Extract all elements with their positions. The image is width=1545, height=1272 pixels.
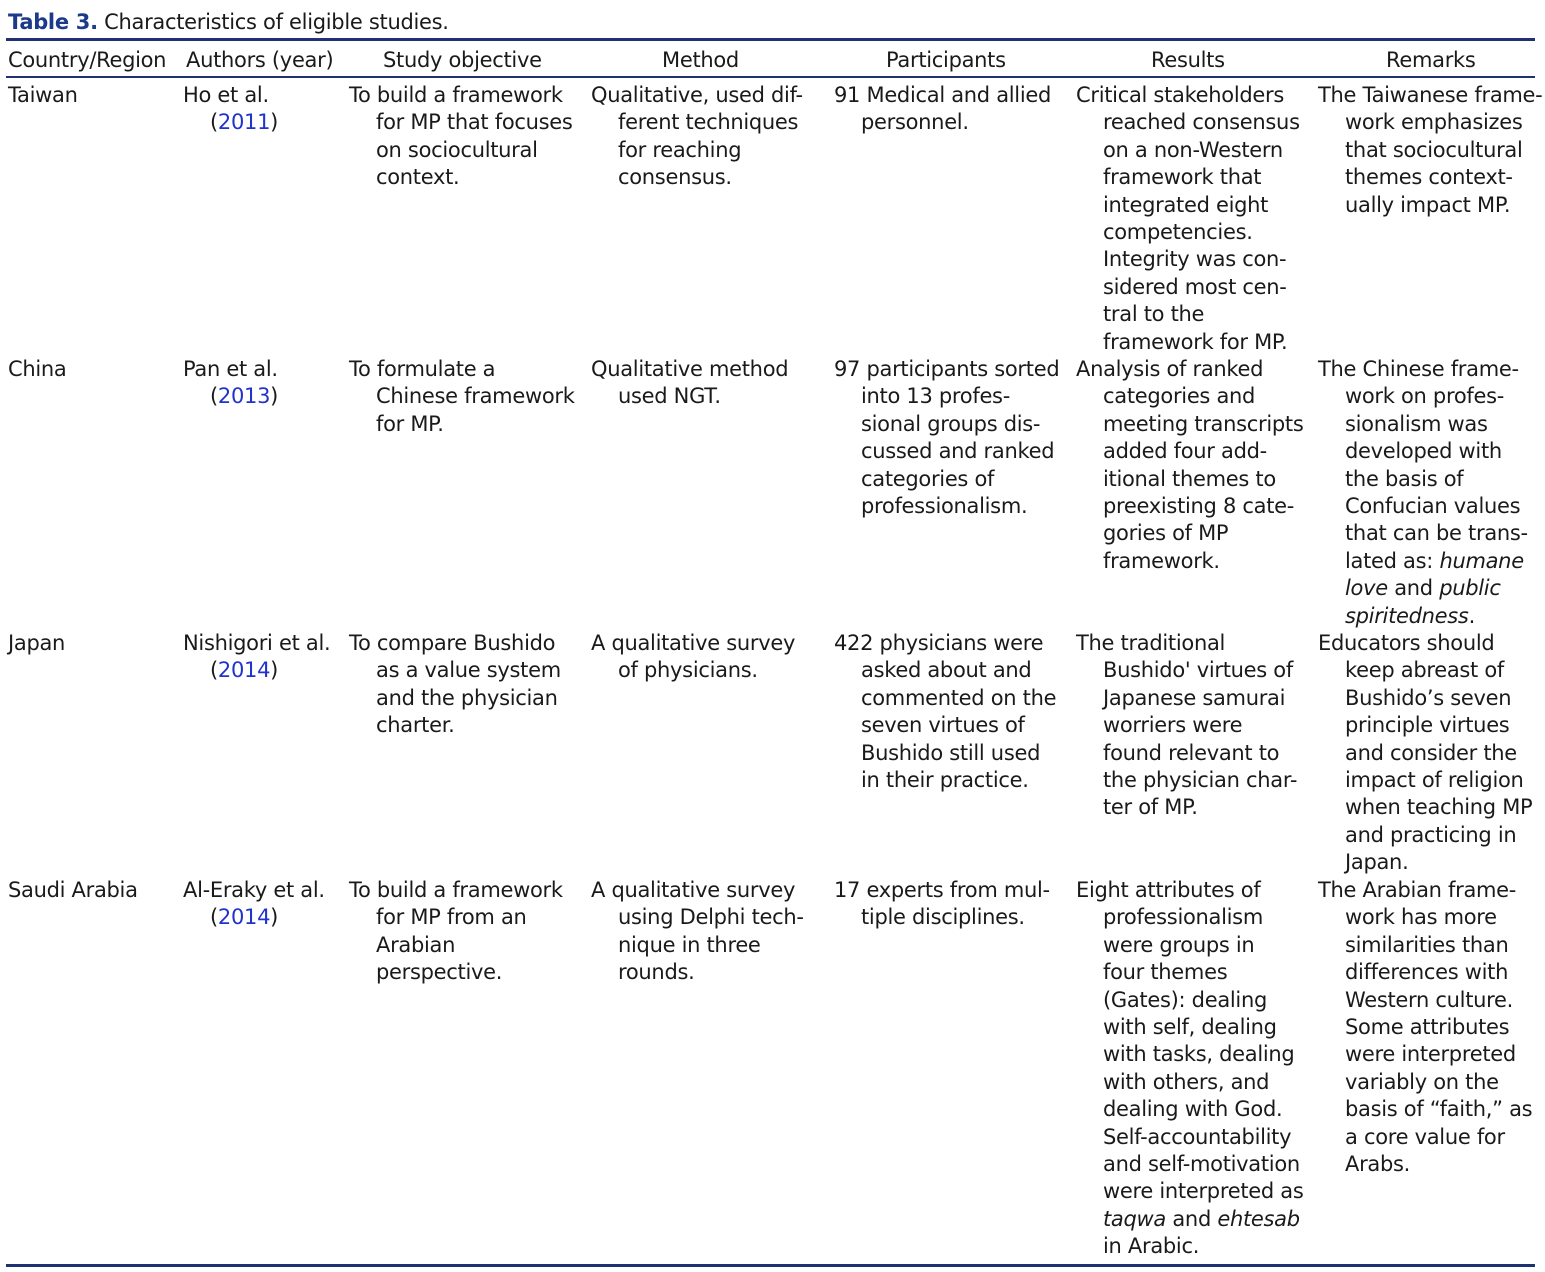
cell-line: Critical stakeholders	[1076, 83, 1285, 107]
cell-line: A qualitative survey	[591, 631, 796, 655]
table-bottom-rule	[6, 1264, 1535, 1267]
cell-line	[1318, 575, 1528, 602]
cell-line: were interpreted as	[1103, 1179, 1304, 1204]
cell-line: variably on the	[1345, 1069, 1499, 1094]
cell-line: in Arabic.	[1103, 1234, 1200, 1259]
cell-line: when teaching MP	[1345, 795, 1533, 820]
cell-participants-taiwan	[834, 82, 1051, 137]
cell-participants-saudi-arabia	[834, 877, 1050, 932]
author-year-citation[interactable]: (2014)	[210, 905, 279, 930]
cell-line: perspective.	[376, 960, 503, 985]
header-authors-year: Authors (year)	[186, 48, 334, 72]
cell-method-china	[591, 356, 788, 411]
cell-objective-taiwan	[349, 82, 573, 192]
cell-line: Chinese framework	[376, 384, 575, 409]
cell-line: using Delphi tech-	[618, 905, 804, 930]
cell-line: dealing with God.	[1103, 1097, 1283, 1122]
cell-line: worriers were	[1103, 713, 1243, 738]
cell-line: into 13 profes-	[861, 384, 1010, 409]
cell-line: seven virtues of	[861, 713, 1025, 738]
cell-line: consensus.	[618, 165, 732, 190]
cell-method-taiwan	[591, 82, 803, 192]
cell-line: asked about and	[861, 658, 1032, 683]
cell-line: context.	[376, 165, 460, 190]
header-method: Method	[662, 48, 739, 72]
italic-term: humane	[1439, 548, 1524, 573]
cell-line: Bushido’s seven	[1345, 685, 1512, 710]
cell-line: in their practice.	[861, 768, 1029, 793]
cell-line: meeting transcripts	[1103, 411, 1304, 436]
cell-method-japan	[591, 630, 795, 685]
italic-term: ehtesab	[1217, 1206, 1300, 1231]
cell-authors-saudi-arabia	[183, 877, 325, 932]
country-text: Taiwan	[8, 83, 78, 107]
cell-line: were interpreted	[1345, 1042, 1516, 1067]
cell-objective-japan	[349, 630, 561, 740]
cell-line: sionalism was	[1345, 411, 1488, 436]
author-text: Nishigori et al.	[183, 631, 331, 655]
cell-line: sidered most cen-	[1103, 274, 1287, 299]
table-top-rule	[6, 38, 1535, 41]
cell-line: for MP from an	[376, 905, 527, 930]
cell-line: with others, and	[1103, 1069, 1270, 1094]
cell-line: four themes	[1103, 960, 1228, 985]
cell-line: categories and	[1103, 384, 1256, 409]
cell-participants-japan	[834, 630, 1056, 794]
cell-line: Some attributes	[1345, 1015, 1510, 1040]
author-text: Al-Eraky et al.	[183, 878, 325, 902]
year-link[interactable]: 2014	[217, 658, 271, 683]
table-caption	[8, 8, 449, 36]
italic-term: spiritedness	[1345, 603, 1469, 628]
cell-line: sional groups dis-	[861, 411, 1041, 436]
cell-line: used NGT.	[618, 384, 721, 409]
cell-line: A qualitative survey	[591, 878, 796, 902]
year-link[interactable]: 2013	[217, 384, 271, 409]
cell-line: developed with	[1345, 439, 1502, 464]
cell-line: tral to the	[1103, 302, 1205, 327]
country-text: Japan	[8, 631, 66, 655]
cell-line: To build a framework	[349, 878, 563, 902]
cell-line: keep abreast of	[1345, 658, 1505, 683]
cell-line: framework that	[1103, 165, 1262, 190]
cell-line: 91 Medical and allied	[834, 83, 1052, 107]
cell-line: framework.	[1103, 548, 1220, 573]
cell-country-china	[8, 356, 67, 383]
cell-line: nique in three	[618, 932, 761, 957]
cell-line	[1318, 548, 1528, 575]
cell-line: Educators should	[1318, 631, 1495, 655]
cell-line: gories of MP	[1103, 521, 1229, 546]
cell-line: that sociocultural	[1345, 137, 1523, 162]
cell-line: themes context-	[1345, 165, 1513, 190]
cell-line: with tasks, dealing	[1103, 1042, 1295, 1067]
cell-line: work on profes-	[1345, 384, 1505, 409]
cell-line: charter.	[376, 713, 455, 738]
cell-line: ferent techniques	[618, 110, 799, 135]
cell-line: To build a framework	[349, 83, 563, 107]
cell-line: ually impact MP.	[1345, 192, 1511, 217]
cell-line: cussed and ranked	[861, 439, 1055, 464]
cell-line: reached consensus	[1103, 110, 1300, 135]
cell-line	[1076, 1206, 1304, 1233]
cell-line: differences with	[1345, 960, 1509, 985]
cell-line: (Gates): dealing	[1103, 987, 1267, 1012]
cell-line: Confucian values	[1345, 494, 1521, 519]
cell-line: work has more	[1345, 905, 1497, 930]
cell-country-japan	[8, 630, 65, 657]
author-text: Ho et al.	[183, 83, 269, 107]
cell-country-taiwan	[8, 82, 78, 109]
cell-line: were groups in	[1103, 932, 1255, 957]
year-link[interactable]: 2014	[217, 905, 271, 930]
header-results: Results	[1151, 48, 1225, 72]
cell-line: Integrity was con-	[1103, 247, 1287, 272]
cell-line: and practicing in	[1345, 822, 1517, 847]
text-run: and	[1165, 1206, 1218, 1231]
italic-term: taqwa	[1103, 1206, 1166, 1231]
cell-line: the physician char-	[1103, 768, 1298, 793]
cell-line: added four add-	[1103, 439, 1267, 464]
cell-line: Bushido' virtues of	[1103, 658, 1293, 683]
cell-line: ter of MP.	[1103, 795, 1198, 820]
author-text: Pan et al.	[183, 357, 278, 381]
cell-line: Western culture.	[1345, 987, 1513, 1012]
cell-line: work emphasizes	[1345, 110, 1523, 135]
cell-line: 97 participants sorted	[834, 357, 1060, 381]
cell-line: rounds.	[618, 960, 695, 985]
cell-remarks-taiwan	[1318, 82, 1542, 219]
cell-line: principle virtues	[1345, 713, 1510, 738]
cell-line: The Arabian frame-	[1318, 878, 1517, 902]
cell-line: professionalism	[1103, 905, 1263, 930]
cell-line: and the physician	[376, 685, 558, 710]
cell-line: Arabs.	[1345, 1152, 1411, 1177]
cell-line: and self-motivation	[1103, 1152, 1300, 1177]
cell-line: on a non-Western	[1103, 137, 1283, 162]
cell-objective-saudi-arabia	[349, 877, 563, 987]
cell-line: tiple disciplines.	[861, 905, 1025, 930]
author-year-citation[interactable]: (2013)	[210, 384, 279, 409]
cell-line: Analysis of ranked	[1076, 357, 1264, 381]
text-run: and	[1387, 576, 1440, 601]
cell-line: with self, dealing	[1103, 1015, 1277, 1040]
cell-line: a core value for	[1345, 1124, 1505, 1149]
cell-authors-china	[183, 356, 278, 411]
cell-line: for MP.	[376, 411, 444, 436]
cell-line: found relevant to	[1103, 740, 1280, 765]
cell-line: on sociocultural	[376, 137, 538, 162]
cell-line: and consider the	[1345, 740, 1517, 765]
cell-line: Self-accountability	[1103, 1124, 1292, 1149]
header-country-region: Country/Region	[8, 48, 167, 72]
cell-country-saudi-arabia	[8, 877, 138, 904]
cell-line: Qualitative, used dif-	[591, 83, 803, 107]
text-run: lated as:	[1345, 548, 1440, 573]
cell-objective-china	[349, 356, 575, 438]
cell-line	[1318, 603, 1528, 630]
cell-line: itional themes to	[1103, 466, 1276, 491]
cell-line: of physicians.	[618, 658, 758, 683]
cell-line: Arabian	[376, 932, 456, 957]
cell-results-saudi-arabia	[1076, 877, 1304, 1261]
cell-line: Qualitative method	[591, 357, 789, 381]
header-study-objective: Study objective	[383, 48, 542, 72]
italic-term: love	[1345, 576, 1388, 601]
cell-line: as a value system	[376, 658, 561, 683]
cell-line: preexisting 8 cate-	[1103, 494, 1295, 519]
country-text: China	[8, 357, 67, 381]
cell-line: Japanese samurai	[1103, 685, 1286, 710]
cell-authors-japan	[183, 630, 330, 685]
cell-line: the basis of	[1345, 466, 1464, 491]
cell-line: 17 experts from mul-	[834, 878, 1050, 902]
cell-line: commented on the	[861, 685, 1057, 710]
cell-line: personnel.	[861, 110, 969, 135]
cell-line: 422 physicians were	[834, 631, 1044, 655]
cell-line: impact of religion	[1345, 768, 1524, 793]
cell-method-saudi-arabia	[591, 877, 804, 987]
cell-line: The Chinese frame-	[1318, 357, 1519, 381]
author-year-citation[interactable]: (2011)	[210, 110, 279, 135]
cell-line: To compare Bushido	[349, 631, 556, 655]
cell-results-japan	[1076, 630, 1297, 822]
table-caption-label: Table 3.	[8, 10, 98, 34]
country-text: Saudi Arabia	[8, 878, 138, 902]
cell-line: basis of “faith,” as	[1345, 1097, 1533, 1122]
cell-results-taiwan	[1076, 82, 1300, 356]
cell-line: integrated eight	[1103, 192, 1269, 217]
cell-line: categories of	[861, 466, 995, 491]
cell-line: competencies.	[1103, 220, 1253, 245]
cell-line: for MP that focuses	[376, 110, 573, 135]
cell-line: Eight attributes of	[1076, 878, 1261, 902]
cell-line: professionalism.	[861, 494, 1028, 519]
cell-line: similarities than	[1345, 932, 1509, 957]
header-remarks: Remarks	[1386, 48, 1476, 72]
cell-line: Bushido still used	[861, 740, 1041, 765]
cell-line: framework for MP.	[1103, 329, 1288, 354]
cell-participants-china	[834, 356, 1059, 520]
cell-line: Japan.	[1345, 850, 1409, 875]
header-participants: Participants	[886, 48, 1006, 72]
cell-line: To formulate a	[349, 357, 496, 381]
cell-authors-taiwan	[183, 82, 278, 137]
cell-results-china	[1076, 356, 1304, 575]
text-run: .	[1468, 603, 1475, 628]
author-year-citation[interactable]: (2014)	[210, 658, 279, 683]
table-header-rule	[6, 76, 1535, 78]
cell-line: The Taiwanese frame-	[1318, 83, 1543, 107]
cell-line: for reaching	[618, 137, 742, 162]
cell-remarks-china	[1318, 356, 1528, 630]
cell-remarks-japan	[1318, 630, 1532, 877]
cell-remarks-saudi-arabia	[1318, 877, 1532, 1178]
cell-line: that can be trans-	[1345, 521, 1528, 546]
table-caption-text: Characteristics of eligible studies.	[104, 10, 449, 34]
year-link[interactable]: 2011	[217, 110, 271, 135]
cell-line: The traditional	[1076, 631, 1226, 655]
italic-term: public	[1439, 576, 1501, 601]
